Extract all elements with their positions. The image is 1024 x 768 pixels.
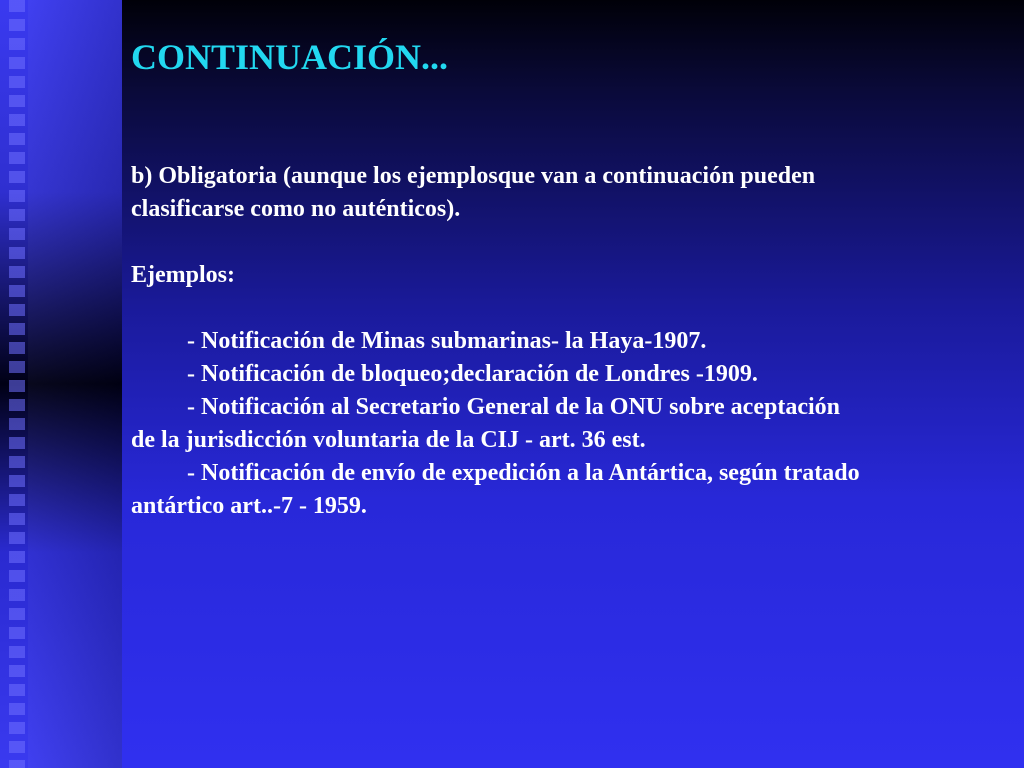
slide-body [131,160,1001,523]
intro-line-1: b) Obligatoria (aunque los ejemplosque van a continuación pueden [131,163,816,189]
example-item-4 [131,457,1001,490]
example-item-1 [131,325,1001,358]
example-item-3 [131,391,1001,424]
spacer [131,292,1001,325]
example-item-3-text: - Notificación al Secretario General de la ONU sobre aceptación [187,394,840,420]
examples-heading: Ejemplos: [131,262,235,288]
example-item-4-continued: antártico art..-7 - 1959. [131,493,367,519]
decorative-sidebar [0,0,122,768]
example-item-3-continued: de la jurisdicción voluntaria de la CIJ - art. 36 est. [131,427,646,453]
example-item-4-text: - Notificación de envío de expedición a la Antártica, según tratado [187,460,860,486]
slide-title: CONTINUACIÓN... [131,37,449,77]
spacer [131,226,1001,259]
sidebar-strip [28,0,122,768]
example-item-1-text: - Notificación de Minas submarinas- la Haya-1907. [187,328,707,354]
intro-line-2: clasificarse como no auténticos). [131,196,461,222]
example-item-2-text: - Notificación de bloqueo;declaración de Londres -1909. [187,361,758,387]
example-item-2 [131,358,1001,391]
sidebar-square-pattern [9,0,25,768]
